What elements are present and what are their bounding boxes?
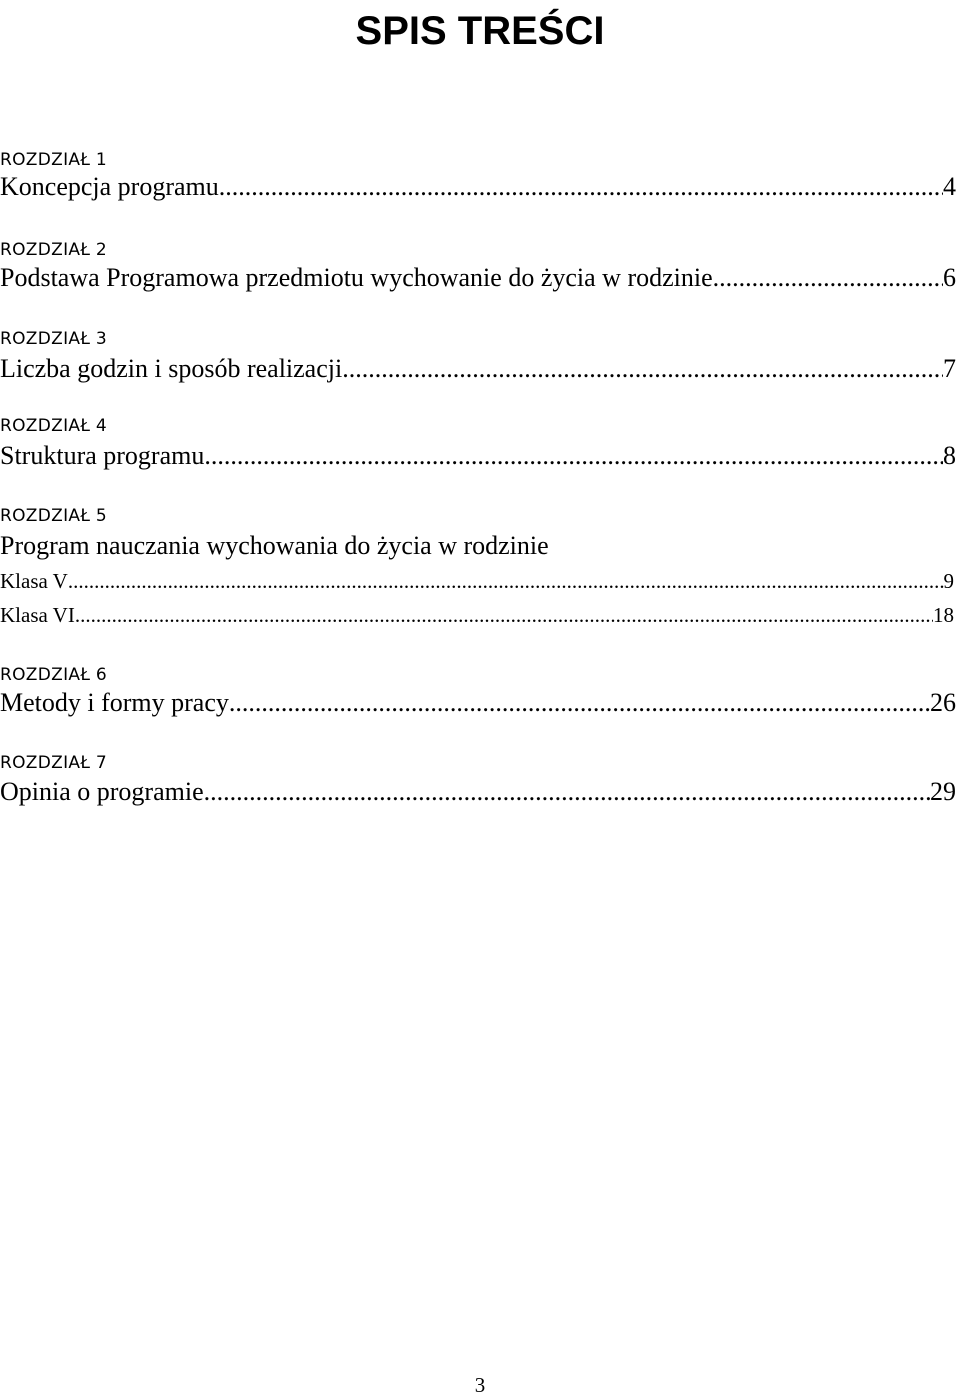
toc-entry-klasa-v[interactable] [0, 569, 954, 593]
dot-leader [229, 688, 930, 718]
chapter-3-label: ROZDZIAŁ 3 [0, 329, 107, 349]
chapter-7-label: ROZDZIAŁ 7 [0, 753, 107, 773]
toc-entry-koncepcja-programu[interactable] [0, 172, 956, 202]
page-title: SPIS TREŚCI [355, 9, 605, 53]
chapter-1-label: ROZDZIAŁ 1 [0, 150, 107, 170]
toc-entry-metody-i-formy-pracy[interactable] [0, 688, 956, 718]
toc-entry-podstawa-programowa[interactable] [0, 263, 956, 293]
toc-entry-opinia-o-programie[interactable] [0, 777, 956, 807]
dot-leader [342, 354, 943, 384]
toc-entry-title: Metody i formy pracy [0, 688, 229, 717]
toc-entry-page: 26 [930, 688, 956, 717]
toc-entry-title: Podstawa Programowa przedmiotu wychowanie do życia w rodzinie [0, 263, 713, 292]
toc-entry-page: 9 [943, 569, 954, 593]
dot-leader [75, 603, 933, 627]
toc-entry-title: Klasa VI [0, 603, 75, 627]
toc-entry-page: 29 [930, 777, 956, 806]
toc-entry-title: Koncepcja programu [0, 172, 219, 201]
toc-entry-page: 18 [933, 603, 954, 627]
toc-entry-struktura-programu[interactable] [0, 441, 956, 471]
toc-entry-title: Opinia o programie [0, 777, 204, 806]
dot-leader [68, 569, 944, 593]
toc-entry-page: 4 [943, 172, 956, 201]
toc-entry-liczba-godzin[interactable] [0, 354, 956, 384]
toc-entry-title: Liczba godzin i sposób realizacji [0, 354, 343, 383]
toc-entry-page: 6 [943, 263, 956, 292]
dot-leader [713, 263, 943, 293]
chapter-4-label: ROZDZIAŁ 4 [0, 416, 107, 436]
page-number: 3 [474, 1373, 486, 1397]
toc-entry-page: 7 [943, 354, 956, 383]
toc-entry-klasa-vi[interactable] [0, 603, 954, 627]
toc-entry-title: Klasa V [0, 569, 68, 593]
toc-entry-page: 8 [943, 441, 956, 470]
dot-leader [204, 777, 930, 807]
toc-entry-title: Struktura programu [0, 441, 205, 470]
chapter-2-label: ROZDZIAŁ 2 [0, 240, 107, 260]
dot-leader [219, 172, 943, 202]
chapter-5-heading: Program nauczania wychowania do życia w rodzinie [0, 531, 549, 560]
chapter-6-label: ROZDZIAŁ 6 [0, 665, 107, 685]
chapter-5-label: ROZDZIAŁ 5 [0, 506, 107, 526]
dot-leader [204, 441, 943, 471]
